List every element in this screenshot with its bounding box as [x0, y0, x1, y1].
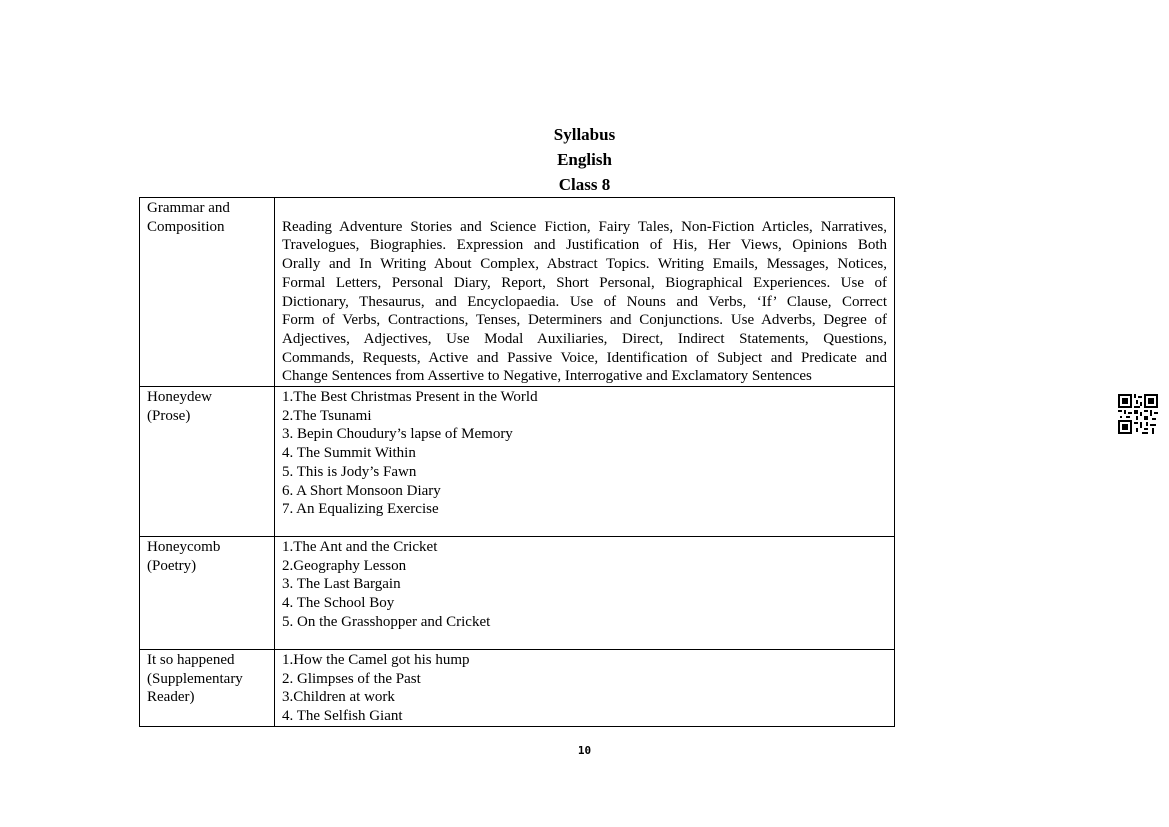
content-line: Change Sentences from Assertive to Negative, Interrogative and Exclamatory Sentences	[282, 368, 812, 385]
label-line: Composition	[147, 218, 225, 235]
row-content-supplementary	[275, 650, 895, 727]
label-line: (Prose)	[147, 407, 191, 424]
content-line: Reading Adventure Stories and Science Fiction, Fairy Tales, Non-Fiction Articles, Narratives,	[282, 218, 887, 235]
list-item: 7. An Equalizing Exercise	[282, 501, 439, 518]
list-item: 3.Children at work	[282, 689, 395, 706]
list-item: 2.Geography Lesson	[282, 557, 407, 574]
content-line: Commands, Requests, Active and Passive Voice, Identification of Subject and Predicate and	[282, 349, 887, 366]
table-row-grammar	[140, 198, 895, 387]
qr-code-icon	[1118, 394, 1158, 434]
list-item: 4. The Selfish Giant	[282, 708, 403, 725]
syllabus-title: Syllabus	[553, 125, 616, 144]
content-line: Formal Letters, Personal Diary, Report, Short Personal, Biographical Experiences. Use of	[282, 274, 887, 291]
row-label-honeycomb	[140, 537, 275, 650]
list-item: 2. Glimpses of the Past	[282, 670, 421, 687]
list-item: 1.The Ant and the Cricket	[282, 539, 438, 556]
list-item: 6. A Short Monsoon Diary	[282, 482, 441, 499]
table-row-supplementary	[140, 650, 895, 727]
row-label-grammar	[140, 198, 275, 387]
list-item: 2.The Tsunami	[282, 407, 372, 424]
list-item: 4. The Summit Within	[282, 445, 416, 462]
list-item: 3. Bepin Choudury’s lapse of Memory	[282, 426, 513, 443]
label-line: It so happened	[147, 652, 235, 669]
row-content-grammar	[275, 198, 895, 387]
table-row-honeycomb	[140, 537, 895, 650]
content-line: Form of Verbs, Contractions, Tenses, Determiners and Conjunctions. Use Adverbs, Degree of	[282, 312, 887, 329]
list-item: 3. The Last Bargain	[282, 576, 401, 593]
label-line: Reader)	[147, 689, 195, 706]
label-line: (Supplementary	[147, 670, 243, 687]
label-line: Honeydew	[147, 389, 212, 406]
list-item: 1.The Best Christmas Present in the World	[282, 389, 538, 406]
syllabus-table	[139, 197, 895, 727]
row-content-honeycomb	[275, 537, 895, 650]
list-item: 1.How the Camel got his hump	[282, 652, 470, 669]
subject-title: English	[557, 150, 612, 169]
row-label-honeydew	[140, 387, 275, 537]
list-item: 5. This is Jody’s Fawn	[282, 463, 417, 480]
list-item: 4. The School Boy	[282, 595, 395, 612]
label-line: Grammar and	[147, 200, 230, 216]
class-title: Class 8	[558, 175, 611, 194]
label-line: Honeycomb	[147, 539, 221, 556]
table-row-honeydew	[140, 387, 895, 537]
page-number: 10	[577, 744, 592, 757]
content-line: Adjectives, Adjectives, Use Modal Auxiliaries, Direct, Indirect Statements, Questions,	[282, 330, 887, 347]
content-line: Dictionary, Thesaurus, and Encyclopaedia. Use of Nouns and Verbs, ‘If’ Clause, Correct	[282, 293, 887, 310]
row-label-supplementary	[140, 650, 275, 727]
content-line: Travelogues, Biographies. Expression and Justification of His, Her Views, Opinions Both	[282, 237, 887, 254]
row-content-honeydew	[275, 387, 895, 537]
content-line: Orally and In Writing About Complex, Abstract Topics. Writing Emails, Messages, Notices,	[282, 256, 887, 273]
list-item: 5. On the Grasshopper and Cricket	[282, 613, 491, 630]
label-line: (Poetry)	[147, 557, 197, 574]
